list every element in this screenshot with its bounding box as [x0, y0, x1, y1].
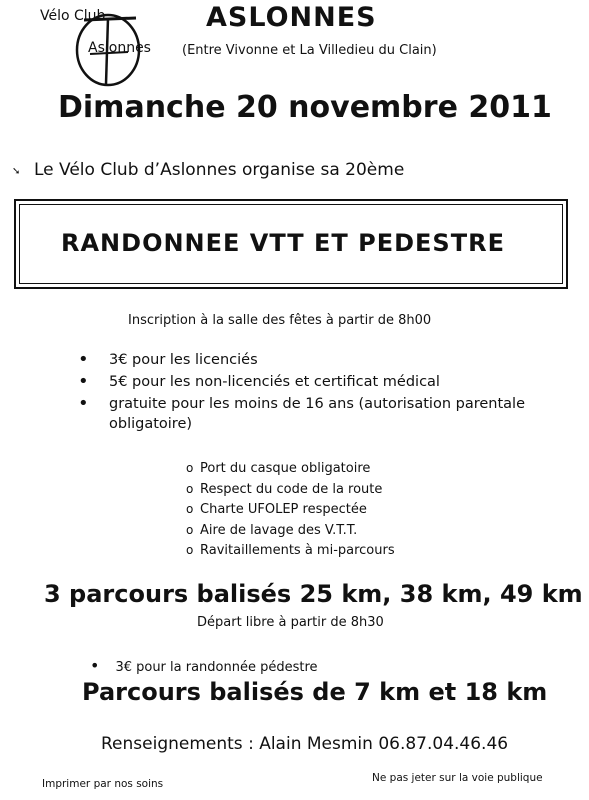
vtt-parcours: 3 parcours balisés 25 km, 38 km, 49 km: [44, 580, 583, 608]
inscription-text: Inscription à la salle des fêtes à partir de 8h00: [128, 313, 432, 328]
price-list: [74, 350, 574, 436]
price-item: • 5€ pour les non-licenciés et certificat médical: [74, 372, 574, 392]
pedestre-parcours: Parcours balisés de 7 km et 18 km: [82, 678, 548, 706]
page-subtitle: (Entre Vivonne et La Villedieu du Clain): [182, 43, 437, 58]
logo-text-line1: Vélo Club: [40, 8, 106, 24]
rules-list: [186, 459, 395, 562]
rule-item: o Respect du code de la route: [186, 480, 395, 501]
bullet-icon: •: [90, 656, 100, 675]
banner-title: RANDONNEE VTT ET PEDESTRE: [61, 229, 505, 257]
footer-litter-note: Ne pas jeter sur la voie publique: [372, 772, 543, 784]
page-title: ASLONNES: [206, 2, 377, 33]
price-item: • 3€ pour les licenciés: [74, 350, 574, 370]
intro-text: Le Vélo Club d’Aslonnes organise sa 20ème: [34, 160, 405, 180]
pedestre-price-text: 3€ pour la randonnée pédestre: [115, 660, 318, 675]
pedestre-price: [90, 656, 318, 675]
event-date: Dimanche 20 novembre 2011: [58, 90, 552, 125]
rule-item: o Aire de lavage des V.T.T.: [186, 521, 395, 542]
club-logo: [40, 6, 165, 88]
rule-item: o Charte UFOLEP respectée: [186, 500, 395, 521]
arrow-mark-icon: ➘: [12, 166, 21, 177]
vtt-depart: Départ libre à partir de 8h30: [197, 615, 384, 630]
rule-item: o Ravitaillements à mi-parcours: [186, 541, 395, 562]
footer-print-note: Imprimer par nos soins: [42, 778, 164, 790]
contact-info: Renseignements : Alain Mesmin 06.87.04.46.46: [101, 734, 509, 754]
logo-text-line2: Aslonnes: [88, 40, 151, 56]
rule-item: o Port du casque obligatoire: [186, 459, 395, 480]
price-item: • gratuite pour les moins de 16 ans (autorisation parentale obligatoire): [74, 394, 574, 434]
